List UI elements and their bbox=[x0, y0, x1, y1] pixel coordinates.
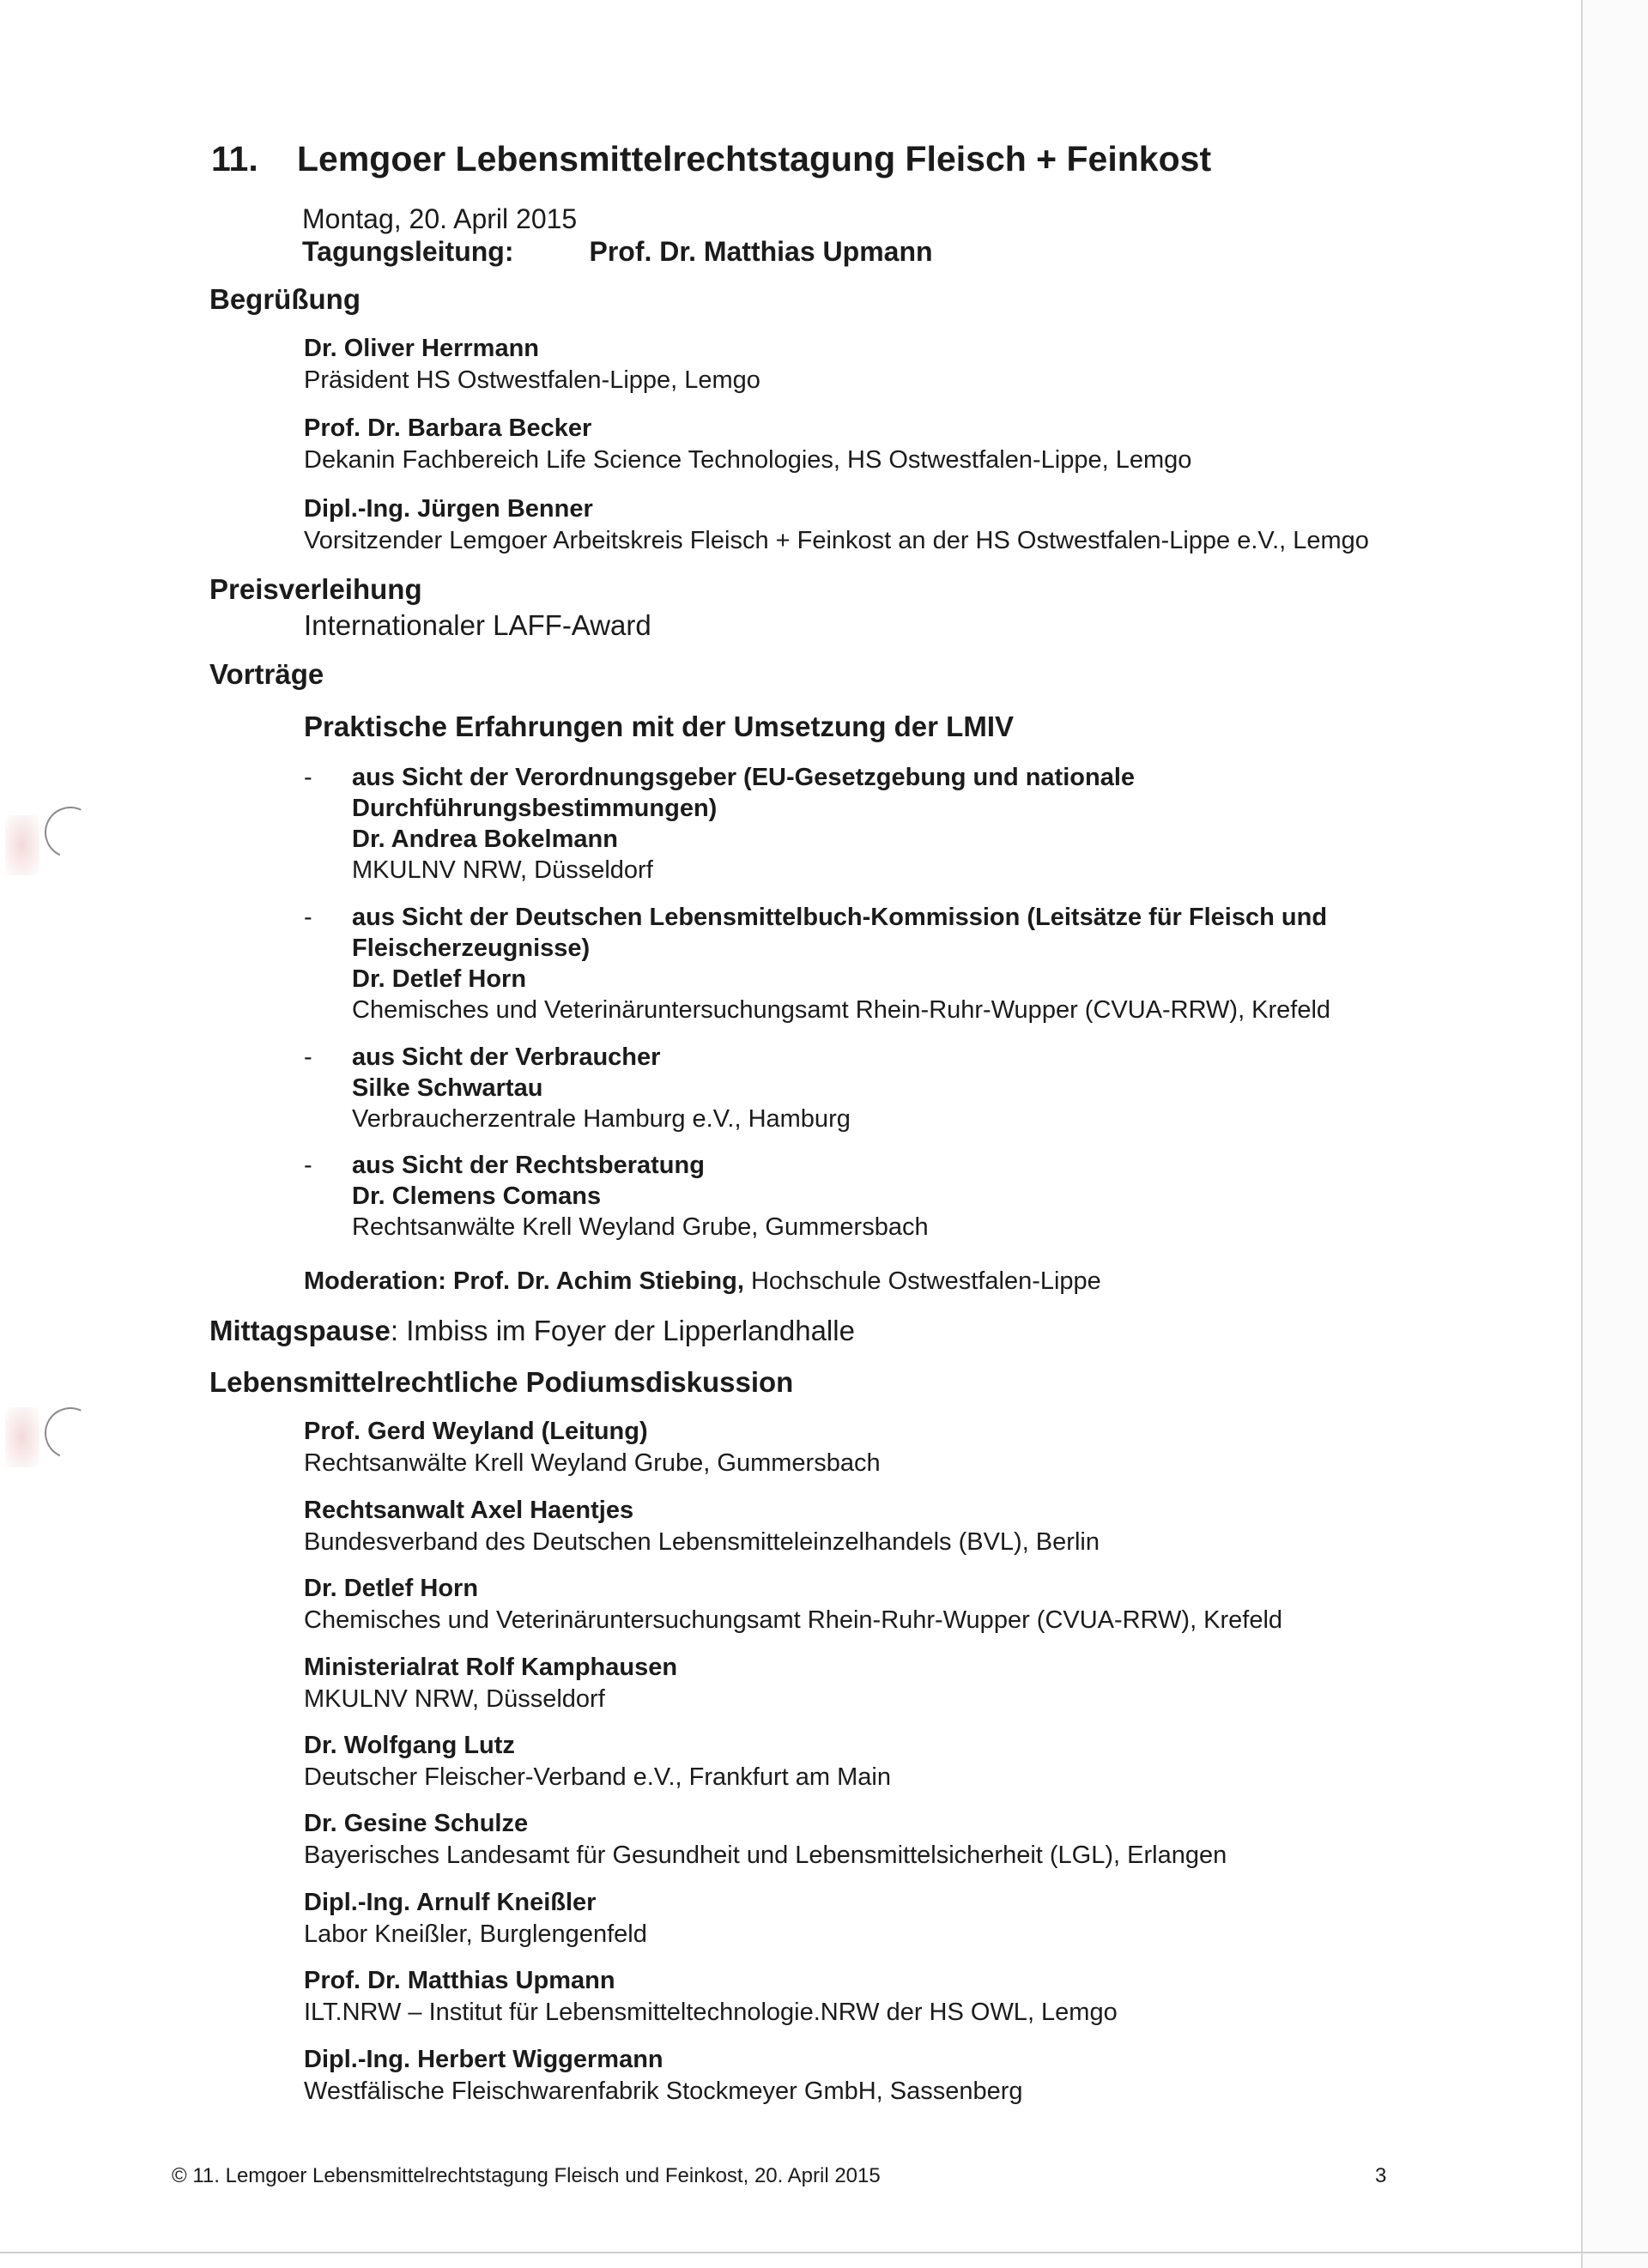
talks-topic: Praktische Erfahrungen mit der Umsetzung der LMIV bbox=[304, 711, 1014, 742]
panel-member bbox=[304, 1887, 647, 1950]
panel-member bbox=[304, 1652, 677, 1715]
talk-affiliation: Verbraucherzentrale Hamburg e.V., Hamburg bbox=[352, 1105, 851, 1133]
chair-name: Prof. Dr. Matthias Upmann bbox=[589, 236, 933, 267]
speaker-name: Dr. Oliver Herrmann bbox=[304, 335, 539, 362]
member-name: Ministerialrat Rolf Kamphausen bbox=[304, 1654, 678, 1681]
talk-speaker: Dr. Clemens Comans bbox=[352, 1182, 602, 1210]
moderation-line bbox=[304, 1267, 1101, 1296]
section-heading-welcome: Begrüßung bbox=[209, 283, 360, 315]
welcome-speaker bbox=[304, 333, 760, 396]
list-dash: - bbox=[304, 764, 312, 791]
talk-perspective: aus Sicht der Verordnungsgeber (EU-Gesetzgebung und nationale bbox=[352, 764, 1136, 791]
talk-perspective: aus Sicht der Rechtsberatung bbox=[352, 1152, 705, 1179]
talk-perspective-cont: Fleischerzeugnisse) bbox=[352, 934, 591, 962]
member-name: Prof. Gerd Weyland (Leitung) bbox=[304, 1418, 648, 1445]
punch-hole-mark bbox=[38, 800, 104, 866]
member-name: Dr. Gesine Schulze bbox=[304, 1810, 529, 1837]
talk-perspective-cont: Durchführungsbestimmungen) bbox=[352, 795, 718, 822]
moderation-org: Hochschule Ostwestfalen-Lippe bbox=[750, 1267, 1101, 1295]
speaker-name: Prof. Dr. Barbara Becker bbox=[304, 414, 592, 442]
panel-member bbox=[304, 1495, 1100, 1558]
panel-member bbox=[304, 1965, 1118, 2029]
page-number: 3 bbox=[1375, 2164, 1387, 2187]
member-affiliation: Westfälische Fleischwarenfabrik Stockmeyer GmbH, Sassenberg bbox=[304, 2077, 1023, 2105]
award-text: Internationaler LAFF-Award bbox=[304, 609, 651, 641]
section-heading-award: Preisverleihung bbox=[209, 573, 422, 605]
lunch-line bbox=[209, 1315, 855, 1347]
lunch-label: Mittagspause bbox=[209, 1315, 391, 1346]
chair-label: Tagungsleitung: bbox=[302, 236, 514, 267]
member-affiliation: Rechtsanwälte Krell Weyland Grube, Gummersbach bbox=[304, 1449, 881, 1477]
member-name: Dr. Wolfgang Lutz bbox=[304, 1732, 515, 1759]
list-dash: - bbox=[304, 1152, 312, 1179]
talk-affiliation: Rechtsanwälte Krell Weyland Grube, Gummersbach bbox=[352, 1213, 929, 1241]
talk-perspective: aus Sicht der Deutschen Lebensmittelbuch-Kommission (Leitsätze für Fleisch und bbox=[352, 904, 1328, 931]
speaker-affiliation: Vorsitzender Lemgoer Arbeitskreis Fleisch + Feinkost an der HS Ostwestfalen-Lippe e.V., Lemgo bbox=[304, 527, 1369, 554]
member-name: Dipl.-Ing. Herbert Wiggermann bbox=[304, 2046, 663, 2073]
scan-smudge bbox=[5, 815, 39, 875]
member-affiliation: Chemisches und Veterinäruntersuchungsamt Rhein-Ruhr-Wupper (CVUA-RRW), Krefeld bbox=[304, 1606, 1283, 1634]
lunch-text: : Imbiss im Foyer der Lipperlandhalle bbox=[390, 1315, 855, 1346]
talk-speaker: Dr. Detlef Horn bbox=[352, 965, 527, 993]
speaker-affiliation: Präsident HS Ostwestfalen-Lippe, Lemgo bbox=[304, 366, 760, 394]
member-affiliation: Deutscher Fleischer-Verband e.V., Frankfurt am Main bbox=[304, 1763, 891, 1791]
member-name: Dr. Detlef Horn bbox=[304, 1575, 479, 1602]
title-text: Lemgoer Lebensmittelrechtstagung Fleisch + Feinkost bbox=[297, 139, 1212, 178]
list-dash: - bbox=[304, 1043, 312, 1071]
list-dash: - bbox=[304, 904, 312, 931]
moderation-label: Moderation: bbox=[304, 1267, 446, 1295]
speaker-name: Dipl.-Ing. Jürgen Benner bbox=[304, 495, 593, 523]
welcome-speaker bbox=[304, 413, 1191, 476]
moderation-name: Prof. Dr. Achim Stiebing, bbox=[453, 1267, 744, 1295]
talk-affiliation: Chemisches und Veterinäruntersuchungsamt Rhein-Ruhr-Wupper (CVUA-RRW), Krefeld bbox=[352, 996, 1331, 1024]
panel-member bbox=[304, 2044, 1023, 2108]
talk-speaker: Silke Schwartau bbox=[352, 1074, 543, 1102]
talk-affiliation: MKULNV NRW, Düsseldorf bbox=[352, 856, 653, 884]
page-title bbox=[211, 139, 1211, 179]
section-heading-panel: Lebensmittelrechtliche Podiumsdiskussion bbox=[209, 1366, 794, 1398]
chair-line bbox=[302, 236, 933, 268]
member-affiliation: ILT.NRW – Institut für Lebensmitteltechnologie.NRW der HS OWL, Lemgo bbox=[304, 1999, 1118, 2026]
member-affiliation: Bayerisches Landesamt für Gesundheit und Lebensmittelsicherheit (LGL), Erlangen bbox=[304, 1842, 1227, 1869]
scan-smudge bbox=[5, 1407, 39, 1467]
talk-perspective: aus Sicht der Verbraucher bbox=[352, 1043, 661, 1071]
member-affiliation: Labor Kneißler, Burglengenfeld bbox=[304, 1920, 647, 1948]
panel-member bbox=[304, 1808, 1227, 1872]
member-affiliation: Bundesverband des Deutschen Lebensmitteleinzelhandels (BVL), Berlin bbox=[304, 1528, 1100, 1556]
member-affiliation: MKULNV NRW, Düsseldorf bbox=[304, 1685, 605, 1713]
scan-page-edge bbox=[1581, 0, 1648, 2268]
title-number: 11. bbox=[211, 139, 258, 178]
member-name: Prof. Dr. Matthias Upmann bbox=[304, 1967, 615, 1994]
talk-speaker: Dr. Andrea Bokelmann bbox=[352, 826, 618, 853]
panel-member bbox=[304, 1730, 891, 1793]
section-heading-talks: Vorträge bbox=[209, 658, 324, 690]
punch-hole-mark bbox=[38, 1400, 104, 1467]
panel-member bbox=[304, 1573, 1282, 1636]
speaker-affiliation: Dekanin Fachbereich Life Science Technologies, HS Ostwestfalen-Lippe, Lemgo bbox=[304, 446, 1192, 474]
welcome-speaker bbox=[304, 493, 1369, 557]
panel-member bbox=[304, 1416, 881, 1479]
scan-bottom-edge bbox=[0, 2252, 1648, 2253]
member-name: Dipl.-Ing. Arnulf Kneißler bbox=[304, 1889, 597, 1916]
event-date: Montag, 20. April 2015 bbox=[302, 203, 578, 234]
page-footer: © 11. Lemgoer Lebensmittelrechtstagung Fleisch und Feinkost, 20. April 2015 bbox=[172, 2164, 881, 2187]
member-name: Rechtsanwalt Axel Haentjes bbox=[304, 1497, 634, 1524]
